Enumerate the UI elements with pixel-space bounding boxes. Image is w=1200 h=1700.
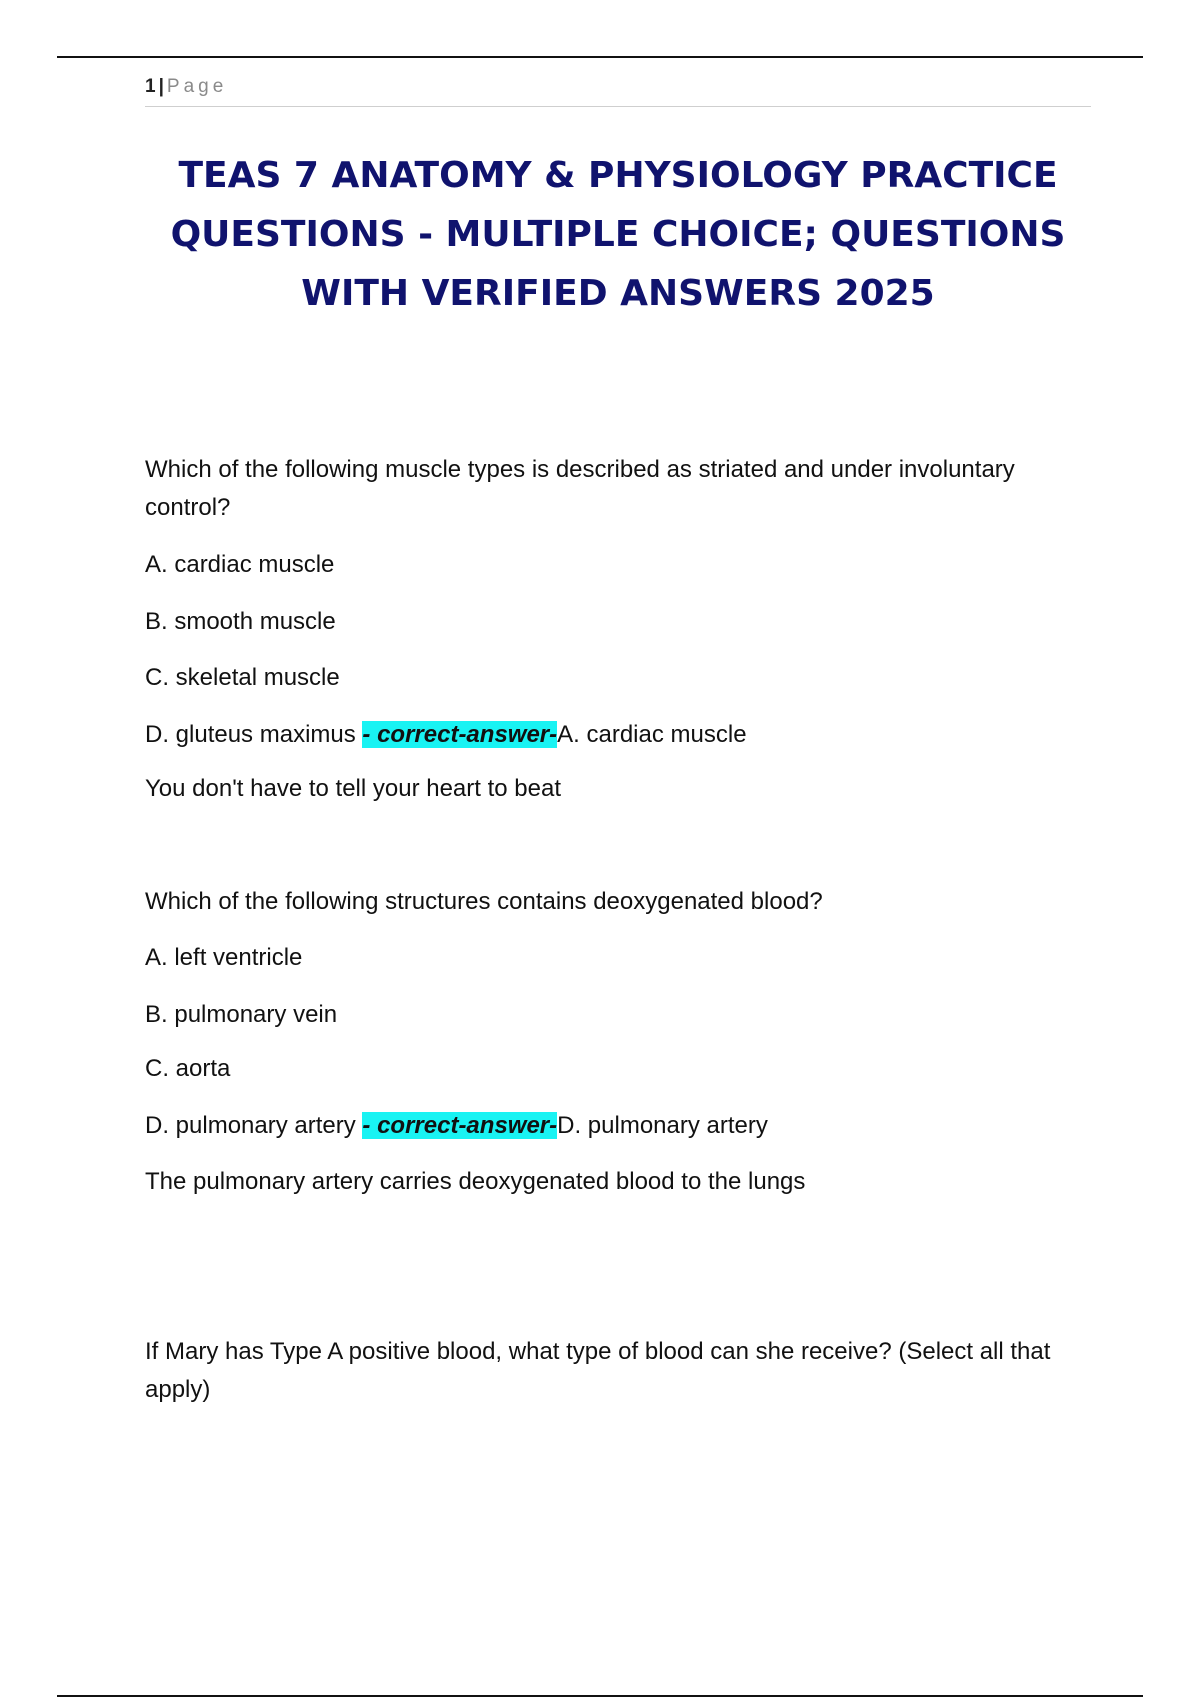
question-2-option-c: C. aorta [145, 1055, 231, 1082]
page-number: 1 [145, 76, 156, 97]
question-1-option-c: C. skeletal muscle [145, 664, 340, 691]
header-separator: | [158, 76, 164, 97]
question-2-option-a: A. left ventricle [145, 944, 303, 971]
correct-answer-tag: - correct-answer- [362, 1112, 558, 1139]
correct-answer-tag: - correct-answer- [362, 721, 558, 748]
question-2-text: Which of the following structures contains deoxygenated blood? [145, 888, 823, 915]
question-2-answer-line [145, 1107, 1105, 1145]
question-3-text: If Mary has Type A positive blood, what type of blood can she receive? (Select all that apply) [145, 1338, 1051, 1403]
bottom-rule [57, 1695, 1143, 1697]
question-1-explanation: You don't have to tell your heart to beat [145, 775, 561, 802]
question-2-explanation: The pulmonary artery carries deoxygenated blood to the lungs [145, 1168, 806, 1195]
question-1-option-d: D. gluteus maximus [145, 721, 363, 748]
question-2-answer: D. pulmonary artery [557, 1112, 768, 1139]
page-label: Page [166, 76, 228, 97]
question-2-option-d: D. pulmonary artery [145, 1112, 363, 1139]
question-1-option-a: A. cardiac muscle [145, 551, 335, 578]
question-1-option-b: B. smooth muscle [145, 608, 336, 635]
question-1-text: Which of the following muscle types is described as striated and under involuntary control? [145, 456, 1015, 521]
question-1-answer-line [145, 716, 1105, 754]
document-title: TEAS 7 ANATOMY & PHYSIOLOGY PRACTICE QUESTIONS - MULTIPLE CHOICE; QUESTIONS WITH VERIFIED ANSWERS 2025 [170, 155, 1066, 314]
question-2-option-b: B. pulmonary vein [145, 1001, 338, 1028]
top-rule [57, 56, 1143, 58]
page-header [145, 76, 1091, 107]
question-1-answer: A. cardiac muscle [557, 721, 747, 748]
